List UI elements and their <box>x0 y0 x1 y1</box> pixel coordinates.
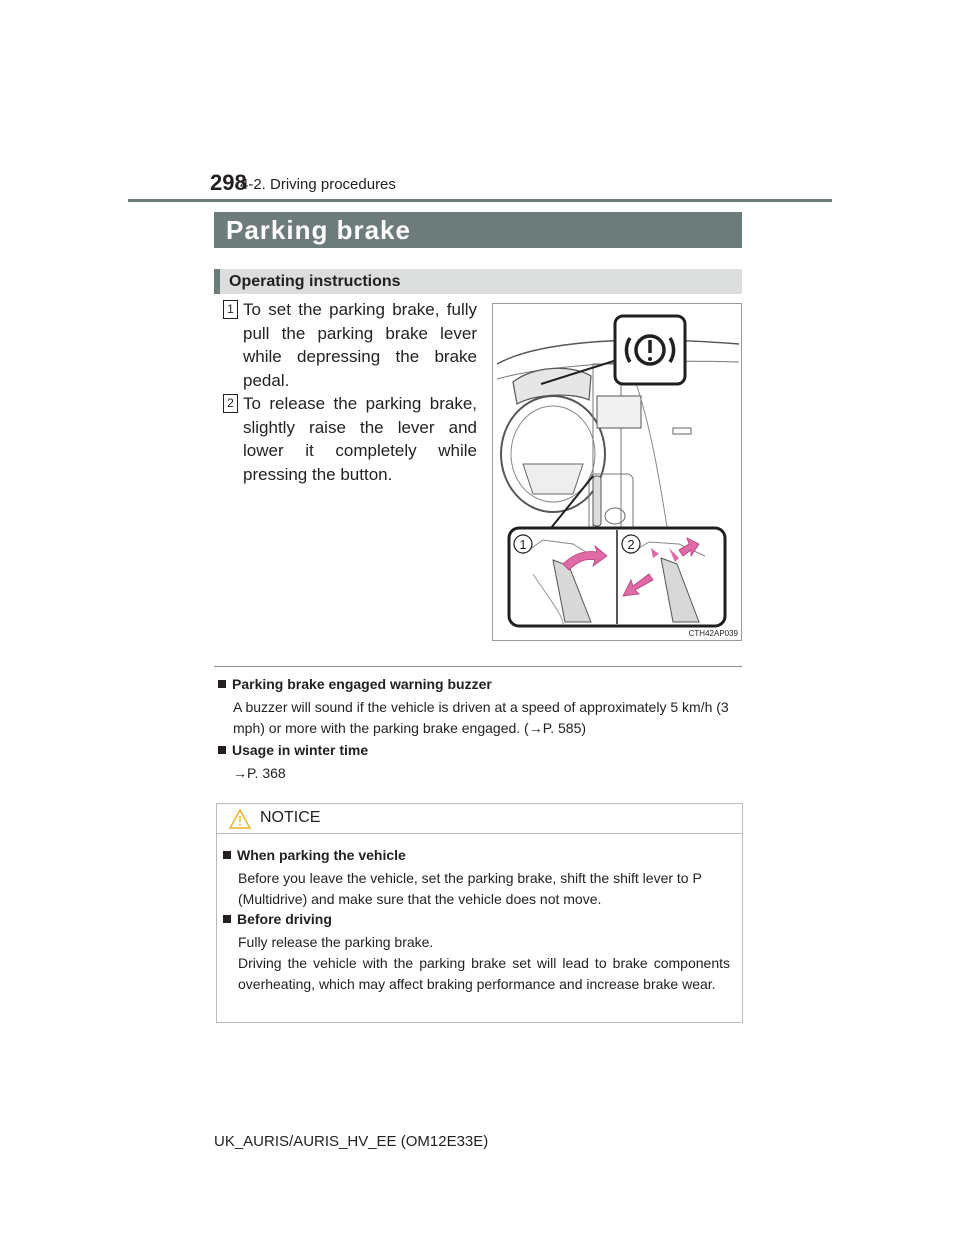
subheading: Operating instructions <box>214 269 742 294</box>
notice-header <box>217 804 742 834</box>
notice-label: NOTICE <box>260 809 321 826</box>
bullet-square-icon <box>223 915 231 923</box>
bullet-square-icon <box>223 851 231 859</box>
illustration-drawing <box>493 304 741 640</box>
notice-item-heading <box>223 911 332 927</box>
warning-triangle-icon <box>228 808 252 830</box>
callout-1-label: 1 <box>519 537 527 552</box>
parking-brake-illustration <box>492 303 742 641</box>
notes-divider <box>214 666 742 667</box>
header-rule <box>128 199 832 202</box>
step-number-badge: 1 <box>223 300 238 319</box>
step-text: To set the parking brake, fully pull the parking brake lever while depressing the brake pedal. <box>243 300 477 390</box>
step-1 <box>225 298 477 392</box>
footer-model-code: UK_AURIS/AURIS_HV_EE (OM12E33E) <box>214 1133 489 1150</box>
note-heading <box>218 676 492 692</box>
notice-item-heading-text: When parking the vehicle <box>237 847 406 863</box>
step-number-badge: 2 <box>223 394 238 413</box>
page-number: 298 <box>210 170 247 195</box>
page-title: Parking brake <box>214 212 742 248</box>
note-heading <box>218 742 368 758</box>
step-text: To release the parking brake, slightly raise the lever and lower it completely while pressing the button. <box>243 394 477 484</box>
notice-item-heading-text: Before driving <box>237 911 332 927</box>
step-2 <box>225 392 477 486</box>
notice-item-body-2: Driving the vehicle with the parking brake set will lead to brake components overheating, which may affect braking performance and increase brake wear. <box>238 955 730 992</box>
notice-item-body: Before you leave the vehicle, set the parking brake, shift the shift lever to P (Multidrive) and make sure that the vehicle does not move. <box>238 870 702 907</box>
bullet-square-icon <box>218 680 226 688</box>
section-label: 4-2. Driving procedures <box>240 176 396 193</box>
callout-2-label: 2 <box>627 537 635 552</box>
bullet-square-icon <box>218 746 226 754</box>
notice-item-body: Fully release the parking brake. <box>238 934 434 950</box>
note-heading-text: Parking brake engaged warning buzzer <box>232 676 492 692</box>
notice-item-heading <box>223 847 406 863</box>
note-body: →P. 368 <box>233 765 286 781</box>
figure-code: CTH42AP039 <box>688 629 738 638</box>
notice-box <box>216 803 743 1023</box>
note-body: A buzzer will sound if the vehicle is driven at a speed of approximately 5 km/h (3 mph) or more with the parking brake engaged. (→P. 585) <box>233 699 729 736</box>
note-heading-text: Usage in winter time <box>232 742 369 758</box>
